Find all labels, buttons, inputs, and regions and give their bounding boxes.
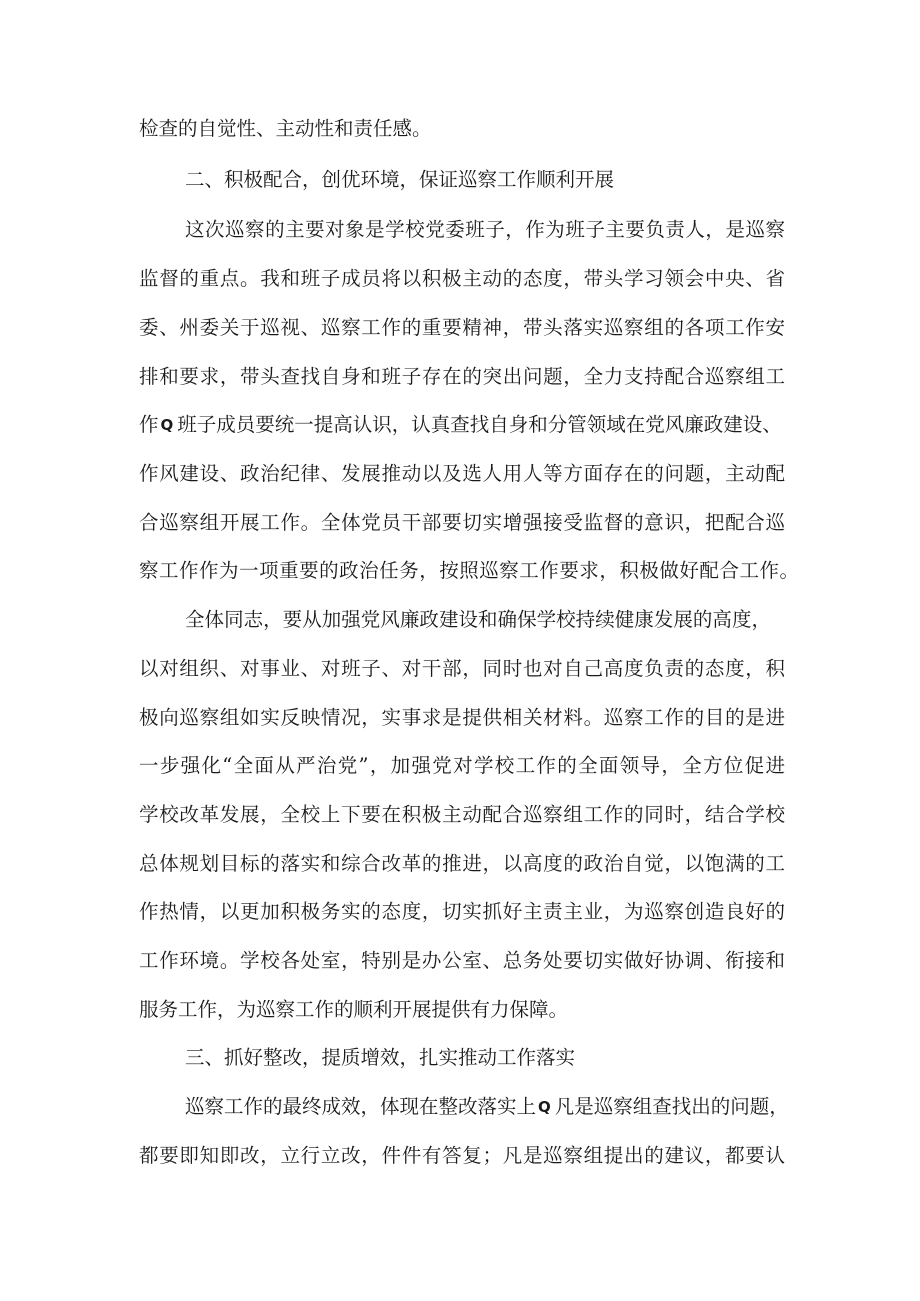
paragraph-line: 都要即知即改，立行立改，件件有答复；凡是巡察组提出的建议，都要认 [139,1144,785,1167]
paragraph-line: 检查的自觉性、主动性和责任感。 [139,117,432,140]
paragraph-line: 作热情，以更加积极务实的态度，切实抓好主责主业，为巡察创造良好的 [139,900,785,923]
paragraph-line: 监督的重点。我和班子成员将以积极主动的态度，带头学习领会中央、省 [139,267,785,290]
paragraph-line: 察工作作为一项重要的政治任务，按照巡察工作要求，积极做好配合工作。 [139,559,799,582]
paragraph-line: 全体同志，要从加强党风廉政建设和确保学校持续健康发展的高度， [185,608,771,631]
paragraph-line [139,412,799,438]
section-heading-3: 三、抓好整改，提质增效，扎实推动工作落实 [185,1046,576,1069]
q-marker-icon: Q [538,1098,551,1116]
paragraph-line: 排和要求，带头查找自身和班子存在的突出问题，全力支持配合巡察组工 [139,365,785,388]
q-marker-icon: Q [160,416,174,434]
paragraph-line: 委、州委关于巡视、巡察工作的重要精神，带头落实巡察组的各项工作安 [139,316,785,339]
section-heading-2: 二、积极配合，创优环境，保证巡察工作顺利开展 [185,168,615,191]
paragraph-line: 学校改革发展，全校上下要在积极主动配合巡察组工作的同时，结合学校 [139,803,785,826]
line-text: 作 [139,413,159,436]
line-text: 班子成员要统一提高认识，认真查找自身和分管领域在党风廉政建设、 [177,413,782,436]
paragraph-line: 一步强化“全面从严治党”，加强党对学校工作的全面领导，全方位促进 [139,754,785,777]
paragraph-line: 以对组织、对事业、对班子、对干部，同时也对自己高度负责的态度，积 [139,657,785,680]
paragraph-line: 服务工作，为巡察工作的顺利开展提供有力保障。 [139,998,569,1021]
paragraph-line: 这次巡察的主要对象是学校党委班子，作为班子主要负责人，是巡察 [185,218,785,241]
paragraph-line: 作风建设、政治纪律、发展推动以及选人用人等方面存在的问题，主动配 [139,462,785,485]
line-text: 凡是巡察组查找出的问题， [554,1095,789,1118]
paragraph-line: 总体规划目标的落实和综合改革的推进，以高度的政治自觉，以饱满的工 [139,852,785,875]
paragraph-line: 合巡察组开展工作。全体党员干部要切实增强接受监督的意识，把配合巡 [139,511,785,534]
paragraph-line: 工作环境。学校各处室，特别是办公室、总务处要切实做好协调、衔接和 [139,949,785,972]
line-text: 巡察工作的最终成效，体现在整改落实上 [185,1095,537,1118]
paragraph-line: 极向巡察组如实反映情况，实事求是提供相关材料。巡察工作的目的是进 [139,706,785,729]
paragraph-line [185,1094,805,1120]
